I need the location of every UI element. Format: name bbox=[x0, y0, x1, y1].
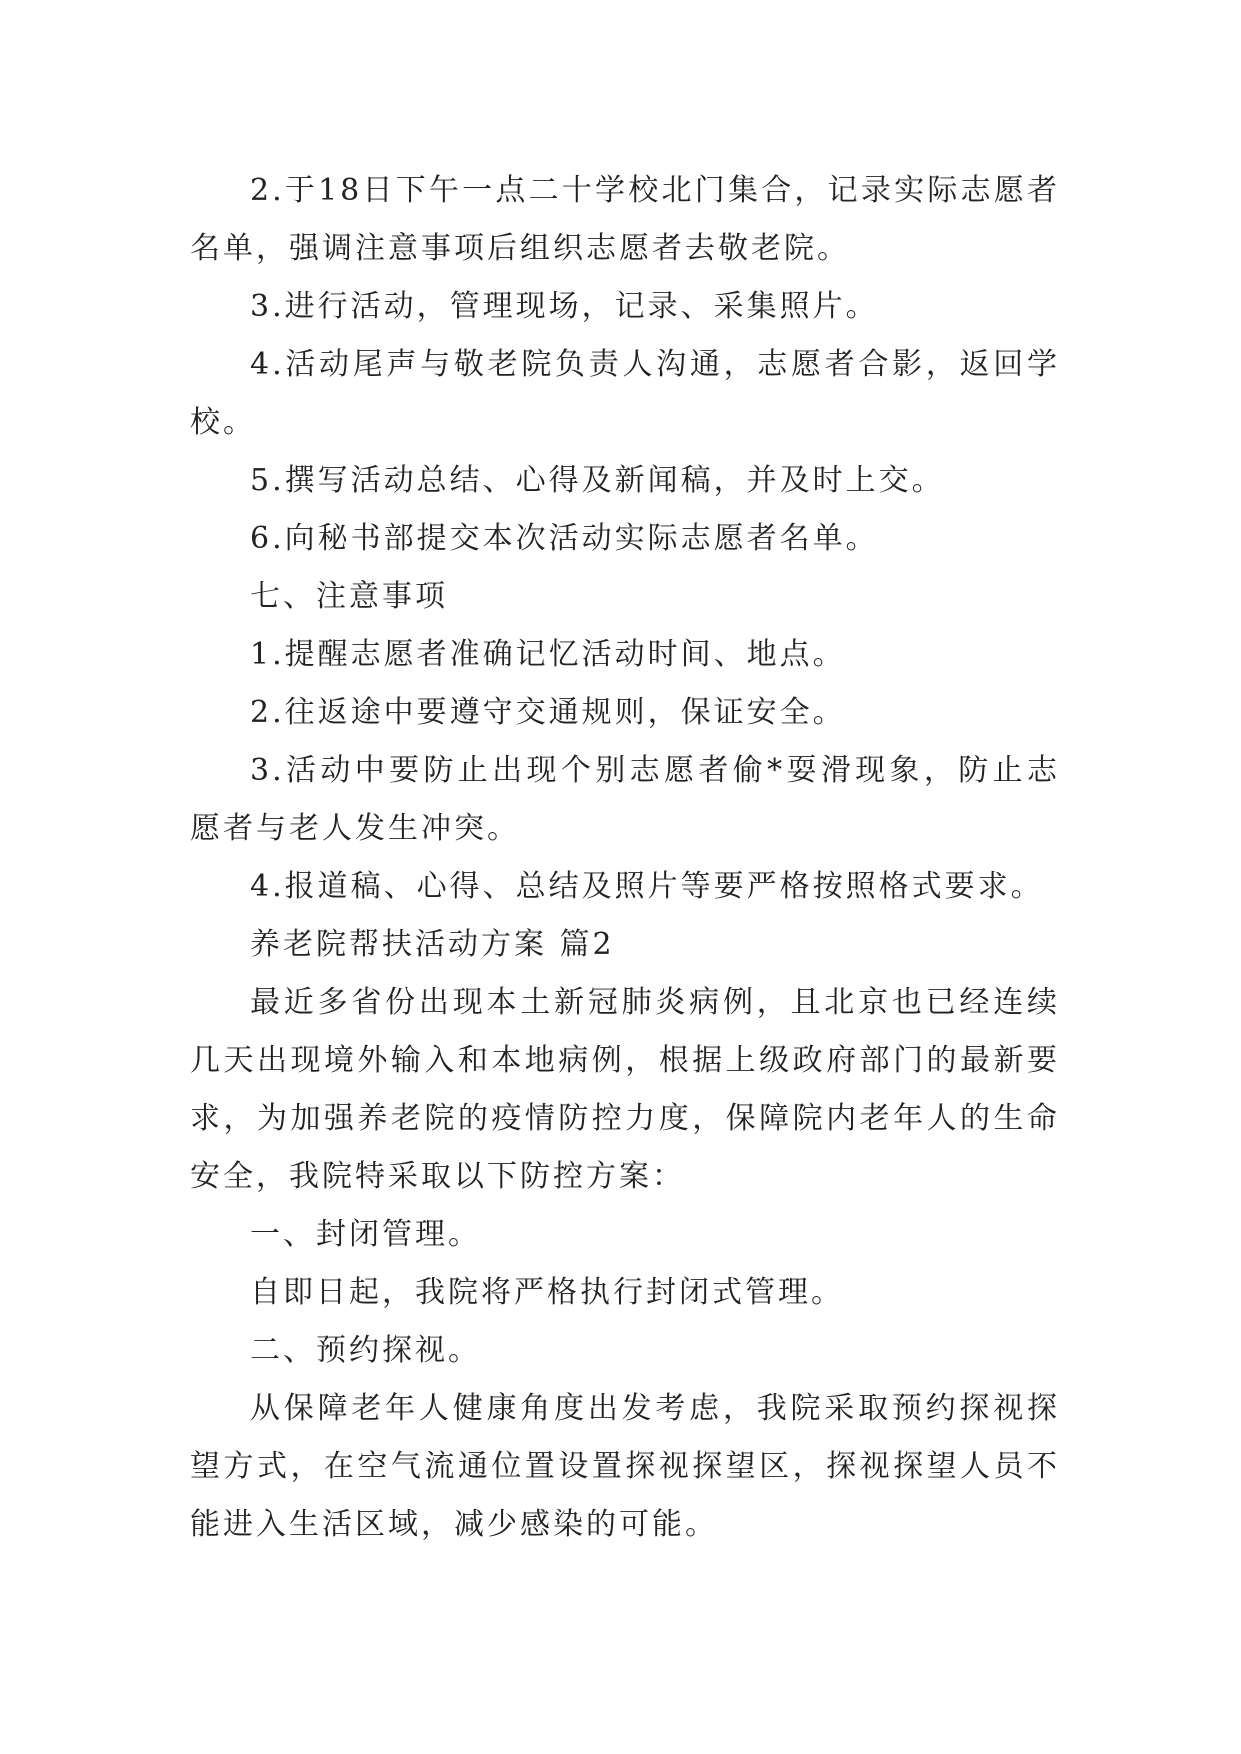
section-heading-notes: 七、注意事项 bbox=[250, 579, 448, 614]
paragraph-step-6: 6.向秘书部提交本次活动实际志愿者名单。 bbox=[250, 521, 879, 556]
paragraph-intro: 最近多省份出现本土新冠肺炎病例，且北京也已经连续几天出现境外输入和本地病例，根据上级政府部门的最新要求，为加强养老院的疫情防控力度，保障院内老年人的生命安全，我院特采取以下防控方案： bbox=[190, 985, 1060, 1194]
document-body bbox=[190, 162, 1060, 1554]
paragraph-note-2: 2.往返途中要遵守交通规则，保证安全。 bbox=[250, 695, 846, 730]
paragraph-note-3: 3.活动中要防止出现个别志愿者偷*耍滑现象，防止志愿者与老人发生冲突。 bbox=[190, 753, 1060, 846]
paragraph-visits: 从保障老年人健康角度出发考虑，我院采取预约探视探望方式，在空气流通位置设置探视探望区，探视探望人员不能进入生活区域，减少感染的可能。 bbox=[190, 1391, 1060, 1542]
paragraph-step-3: 3.进行活动，管理现场，记录、采集照片。 bbox=[250, 289, 879, 324]
section-heading-visits: 二、预约探视。 bbox=[250, 1333, 481, 1368]
paragraph-note-4: 4.报道稿、心得、总结及照片等要严格按照格式要求。 bbox=[250, 869, 1044, 904]
plan-title-2: 养老院帮扶活动方案 篇2 bbox=[250, 927, 615, 962]
paragraph-note-1: 1.提醒志愿者准确记忆活动时间、地点。 bbox=[250, 637, 846, 672]
paragraph-closed-management: 自即日起，我院将严格执行封闭式管理。 bbox=[250, 1275, 844, 1310]
paragraph-step-5: 5.撰写活动总结、心得及新闻稿，并及时上交。 bbox=[250, 463, 945, 498]
section-heading-closed-management: 一、封闭管理。 bbox=[250, 1217, 481, 1252]
paragraph-step-2: 2.于18日下午一点二十学校北门集合，记录实际志愿者名单，强调注意事项后组织志愿者去敬老院。 bbox=[190, 173, 1060, 266]
paragraph-step-4: 4.活动尾声与敬老院负责人沟通，志愿者合影，返回学校。 bbox=[190, 347, 1060, 440]
